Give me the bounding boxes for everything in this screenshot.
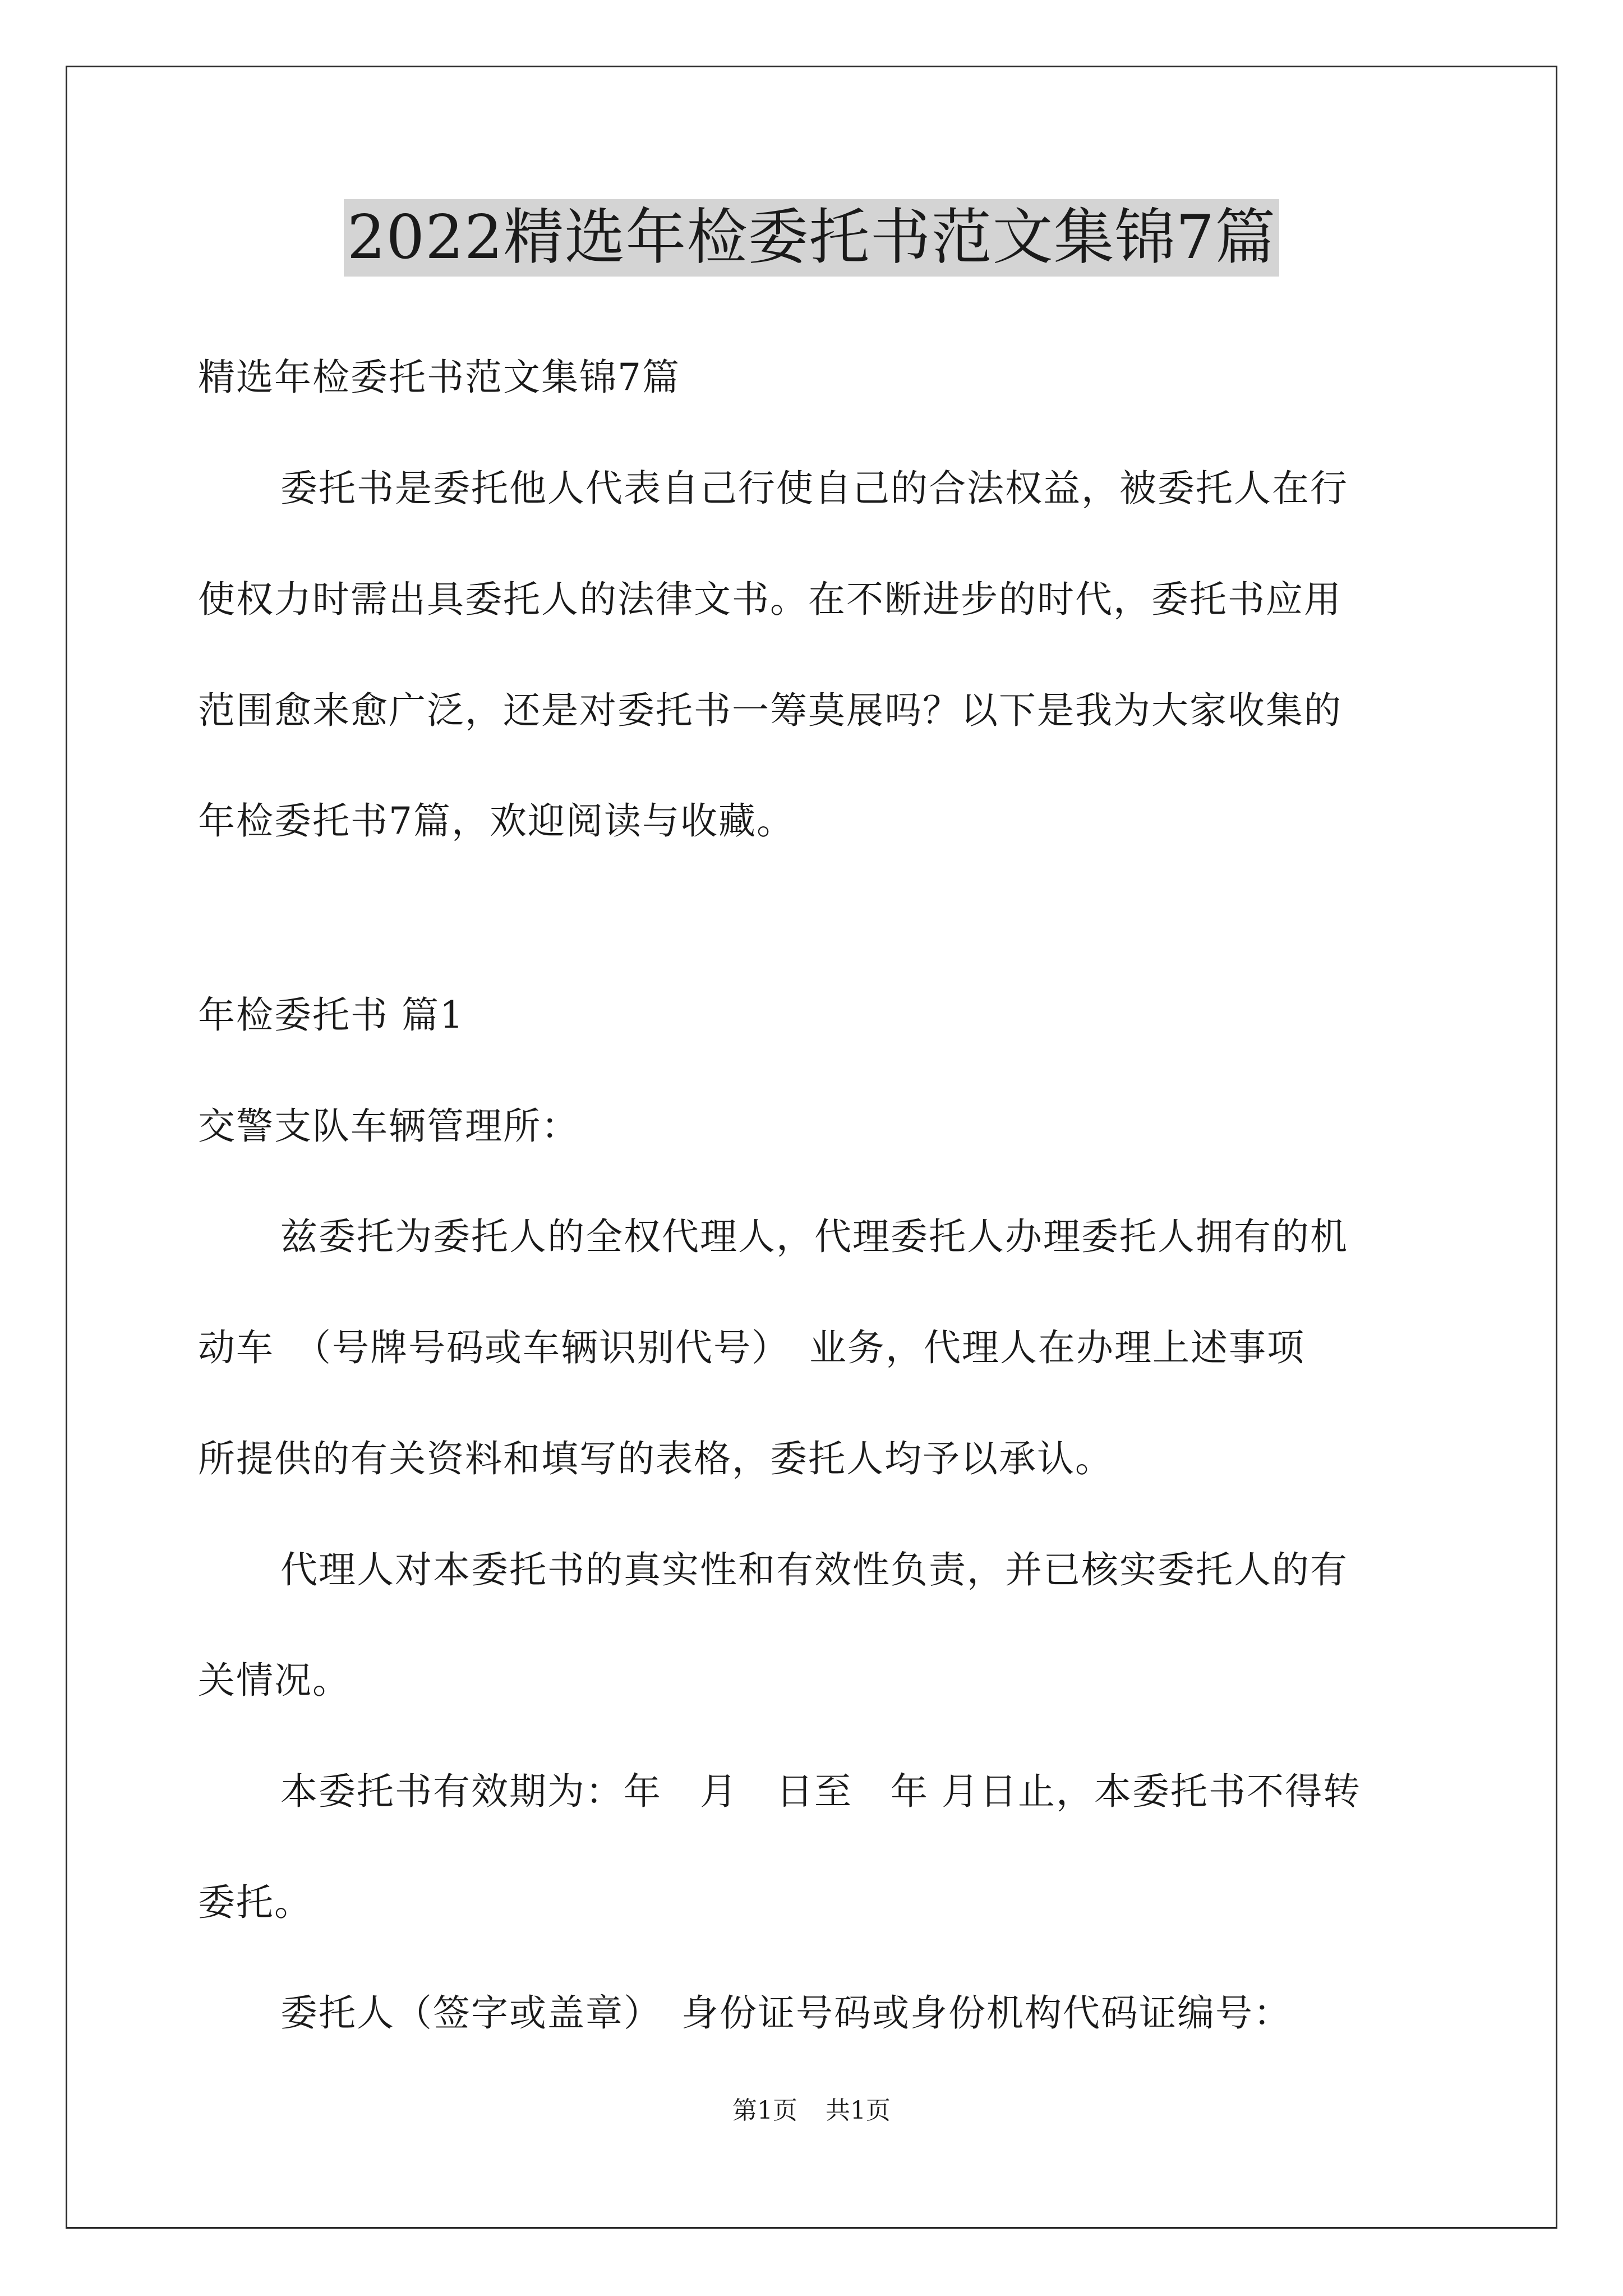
para2-line-1: 代理人对本委托书的真实性和有效性负责，并已核实委托人的有 (280, 1548, 1348, 1591)
para1-line-2: 动车 （号牌号码或车辆识别代号） 业务，代理人在办理上述事项 (198, 1326, 1305, 1369)
page-number: 第1页 (732, 2096, 797, 2125)
document-subtitle: 精选年检委托书范文集锦7篇 (198, 356, 680, 399)
para3-line-1: 本委托书有效期为：年 月 日至 年 月日止，本委托书不得转 (280, 1770, 1361, 1813)
intro-line-4: 年检委托书7篇，欢迎阅读与收藏。 (198, 799, 795, 843)
page-total: 共1页 (826, 2096, 891, 2125)
para1-line-3: 所提供的有关资料和填写的表格，委托人均予以承认。 (198, 1437, 1113, 1480)
para2-line-2: 关情况。 (198, 1659, 351, 1702)
intro-line-2: 使权力时需出具委托人的法律文书。在不断进步的时代，委托书应用 (198, 578, 1342, 621)
addressee: 交警支队车辆管理所： (198, 1105, 579, 1148)
para1-line-1: 兹委托为委托人的全权代理人，代理委托人办理委托人拥有的机 (280, 1215, 1348, 1258)
title-container (0, 199, 1623, 277)
intro-line-3: 范围愈来愈广泛，还是对委托书一筹莫展吗？以下是我为大家收集的 (198, 689, 1342, 732)
para4-line-1: 委托人（签字或盖章） 身份证号码或身份机构代码证编号： (280, 1991, 1292, 2035)
para3-line-2: 委托。 (198, 1881, 312, 1924)
section-heading: 年检委托书 篇1 (198, 993, 464, 1037)
document-title: 2022精选年检委托书范文集锦7篇 (344, 199, 1280, 277)
page-footer (0, 2094, 1623, 2128)
intro-line-1: 委托书是委托他人代表自己行使自己的合法权益，被委托人在行 (280, 467, 1348, 510)
